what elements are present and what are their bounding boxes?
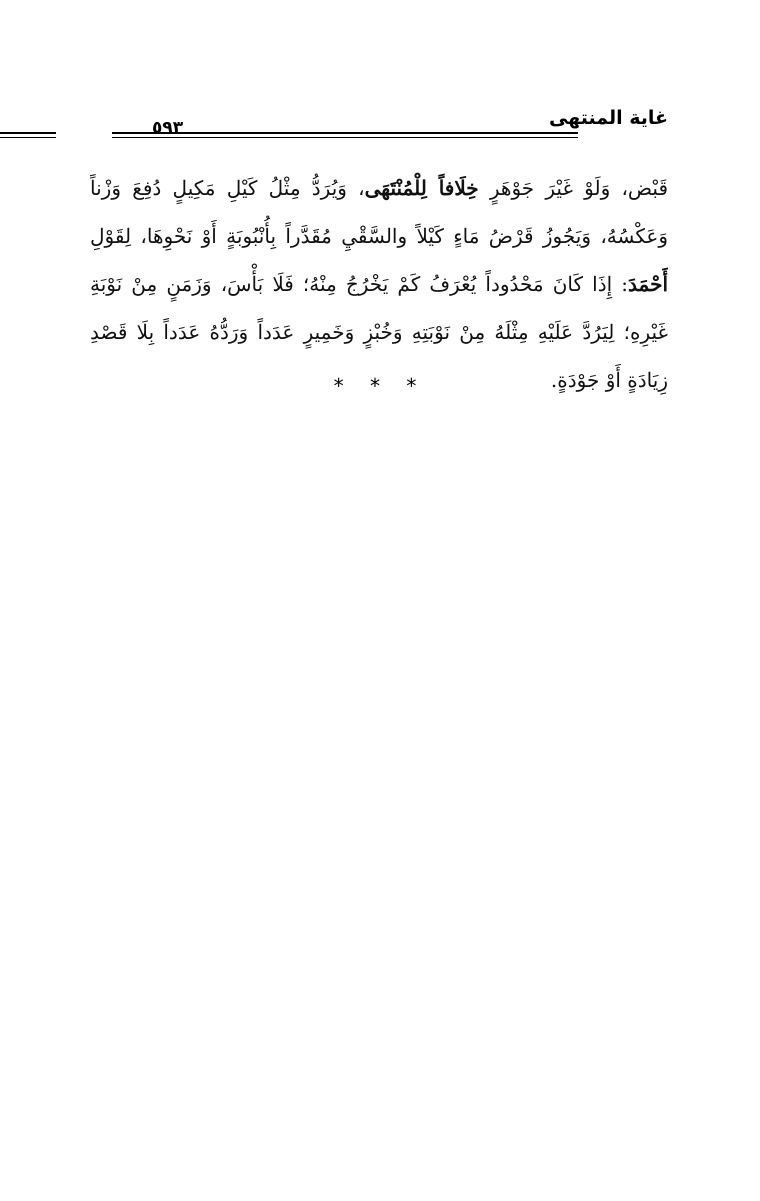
text-run: وَعَكْسُهُ، وَيَجُوزُ قَرْضُ مَاءٍ كَيْلاً والسَّقْيِ مُقَدَّراً بِأُنْبُوبَةٍ أَوْ نَحْوِهَا، لِقَوْلِ — [90, 224, 668, 248]
book-title: غاية المنتهى — [548, 107, 668, 129]
text-line — [90, 212, 668, 260]
text-run: ، وَيُرَدُّ مِثْلُ كَيْلِ مَكِيلٍ دُفِعَ وَزْناً — [90, 176, 365, 200]
text-run: زِيَادَةٍ أَوْ جَوْدَةٍ. — [550, 368, 668, 392]
body-text — [90, 164, 668, 404]
running-header — [90, 104, 668, 150]
text-run: غَيْرِهِ؛ لِيَرُدَّ عَلَيْهِ مِثْلَهُ مِنْ نَوْبَتِهِ وَخُبْزٍ وَخَمِيرٍ عَدَداً وَرَدُّهُ عَدَداً بِلَا قَصْدِ — [90, 320, 668, 344]
header-rule-left — [0, 132, 56, 138]
text-line — [90, 164, 668, 212]
text-run: قَبْض، وَلَوْ غَيْرَ جَوْهَرٍ — [478, 176, 668, 200]
bold-term: خِلَافاً لِلْمُنْتَهَى — [364, 176, 479, 200]
text-line — [90, 308, 668, 356]
section-divider: * * * — [333, 374, 427, 398]
text-run: : إِذَا كَانَ مَحْدُوداً يُعْرَفُ كَمْ يَخْرُجُ مِنْهُ؛ فَلَا بَأْسَ، وَزَمَنٍ مِنْ نَوْبَةِ — [90, 272, 629, 296]
page-number: ٥٩٣ — [152, 118, 184, 138]
text-line — [90, 260, 668, 308]
bold-term: أَحْمَدَ — [628, 272, 668, 296]
header-rule-right — [112, 132, 578, 138]
